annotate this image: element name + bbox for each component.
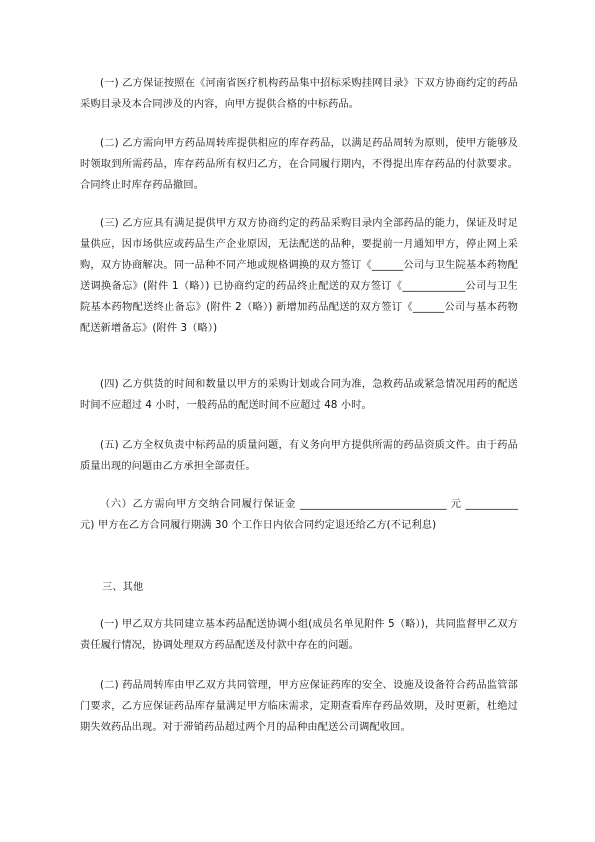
clause-paragraph: (三) 乙方应具有满足提供甲方双方协商约定的药品采购目录内全部药品的能力，保证及时足量供应，因市场供应或药品生产企业原因，无法配送的品种，要提前一月通知甲方，停止网上采购，双方协商解决。同一品种不同产地或规格调换的双方签订《______公司与卫生院基本药物配送调换备忘》(附件 1（略）) 已协商约定的药品终止配送的双方签订《____________公司与卫生院基本药物配送终止备忘》(附件 2（略）) 新增加药品配送的双方签订《______公司与基本药物配送新增备忘》(附件 3（略）)	[80, 218, 518, 334]
clause-paragraph: (四) 乙方供货的时间和数量以甲方的采购计划或合同为准，急救药品或紧急情况用药的配送时间不应超过 4 小时，一般药品的配送时间不应超过 48 小时。	[80, 379, 518, 411]
clause-paragraph: (五) 乙方全权负责中标药品的质量问题，有义务向甲方提供所需的药品资质文件。由于药品质量出现的问题由乙方承担全部责任。	[80, 440, 518, 472]
clause-paragraph: (一) 甲乙双方共同建立基本药品配送协调小组(成员名单见附件 5（略）)，共同监督甲乙双方责任履行情况，协调处理双方药品配送及付款中存在的问题。	[80, 619, 518, 651]
clause-paragraph: (二) 药品周转库由甲乙双方共同管理，甲方应保证药库的安全、设施及设备符合药品监管部门要求，乙方应保证药品库存量满足甲方临床需求，定期查看库存药品效期，及时更新，杜绝过期失效药品出现。对于滞销药品超过两个月的品种由配送公司调配收回。	[80, 680, 518, 733]
section-heading: 三、其他	[102, 582, 144, 593]
clause-paragraph: （六）乙方需向甲方交纳合同履行保证金 ____________________________ 元 __________元) 甲方在乙方合同履行期满 30 个工作日内依合同约定退还给乙方(不记利息)	[80, 499, 518, 531]
clause-paragraph: (二) 乙方需向甲方药品周转库提供相应的库存药品，以满足药品周转为原则，使甲方能够及时领取到所需药品，库存药品所有权归乙方，在合同履行期内，不得提出库存药品的付款要求。合同终止时库存药品撤回。	[80, 138, 518, 191]
clause-paragraph: (一) 乙方保证按照在《河南省医疗机构药品集中招标采购挂网目录》下双方协商约定的药品采购目录及本合同涉及的内容，向甲方提供合格的中标药品。	[80, 78, 518, 110]
